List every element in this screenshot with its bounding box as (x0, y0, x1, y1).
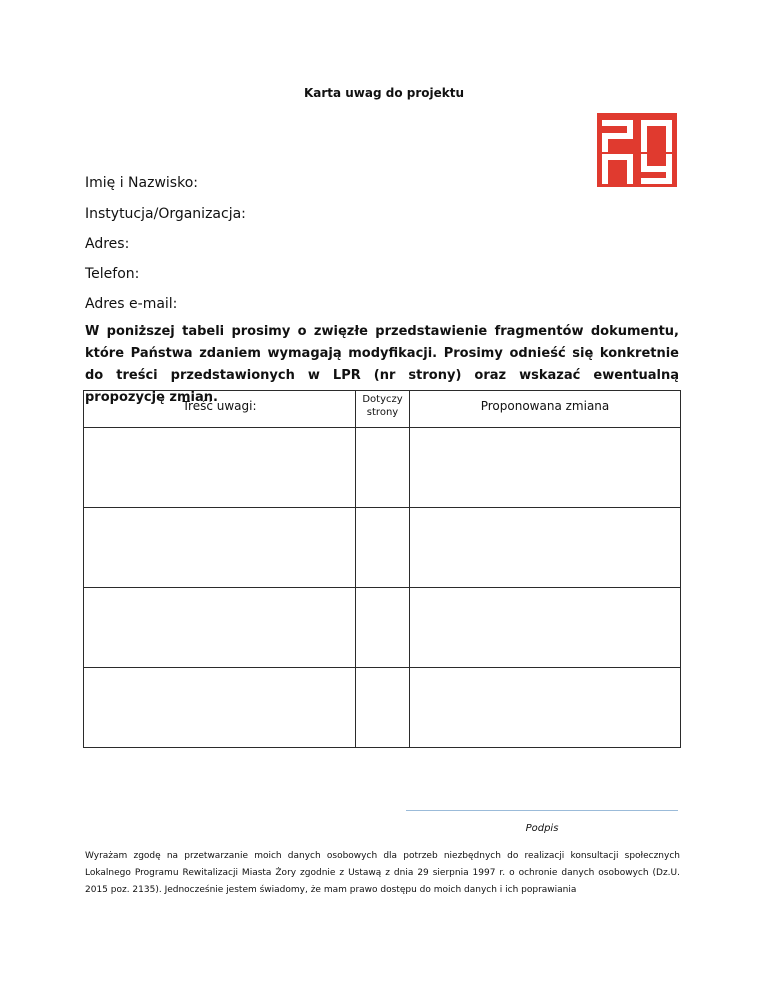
pages-cell[interactable] (356, 588, 410, 668)
comment-cell[interactable] (84, 508, 356, 588)
comment-cell[interactable] (84, 428, 356, 508)
comment-cell[interactable] (84, 668, 356, 748)
document-title: Karta uwag do projektu (303, 86, 465, 100)
signature-label: Podpis (525, 823, 559, 834)
proposed-change-cell[interactable] (410, 428, 681, 508)
header-comment: Treść uwagi: (84, 391, 356, 428)
phone-field-label: Telefon: (85, 266, 140, 282)
comment-cell[interactable] (84, 588, 356, 668)
pages-cell[interactable] (356, 508, 410, 588)
name-field-label: Imię i Nazwisko: (85, 175, 198, 191)
table-header-row (84, 391, 681, 428)
table-row (84, 668, 681, 748)
instructions-text: W poniższej tabeli prosimy o zwięzłe przedstawienie fragmentów dokumentu, które Państwa zdaniem wymagają modyfikacji. Prosimy odnieść się konkretnie do treści przedstawionych w LPR (nr strony) oraz wskazać ewentualną propozycję zmian. (85, 324, 679, 405)
zory-logo-icon (597, 113, 677, 187)
header-proposed-change: Proponowana zmiana (410, 391, 681, 428)
address-field-label: Adres: (85, 236, 130, 252)
organization-field-label: Instytucja/Organizacja: (85, 206, 246, 222)
table-row (84, 428, 681, 508)
data-consent-text: Wyrażam zgodę na przetwarzanie moich danych osobowych dla potrzeb niezbędnych do realizacji konsultacji społecznych Lokalnego Programu Rewitalizacji Miasta Żory zgodnie z Ustawą z dnia 29 sierpnia 1997 r. o ochronie danych osobowych (Dz.U. 2015 poz. 2135). Jednocześnie jestem świadomy, że mam prawo dostępu do moich danych i ich poprawiania (85, 851, 680, 895)
signature-line (406, 810, 678, 811)
pages-cell[interactable] (356, 428, 410, 508)
table-row (84, 588, 681, 668)
pages-cell[interactable] (356, 668, 410, 748)
proposed-change-cell[interactable] (410, 668, 681, 748)
comments-table (83, 390, 681, 748)
proposed-change-cell[interactable] (410, 508, 681, 588)
proposed-change-cell[interactable] (410, 588, 681, 668)
table-row (84, 508, 681, 588)
header-pages: Dotyczy strony (356, 391, 410, 428)
email-field-label: Adres e-mail: (85, 296, 178, 312)
